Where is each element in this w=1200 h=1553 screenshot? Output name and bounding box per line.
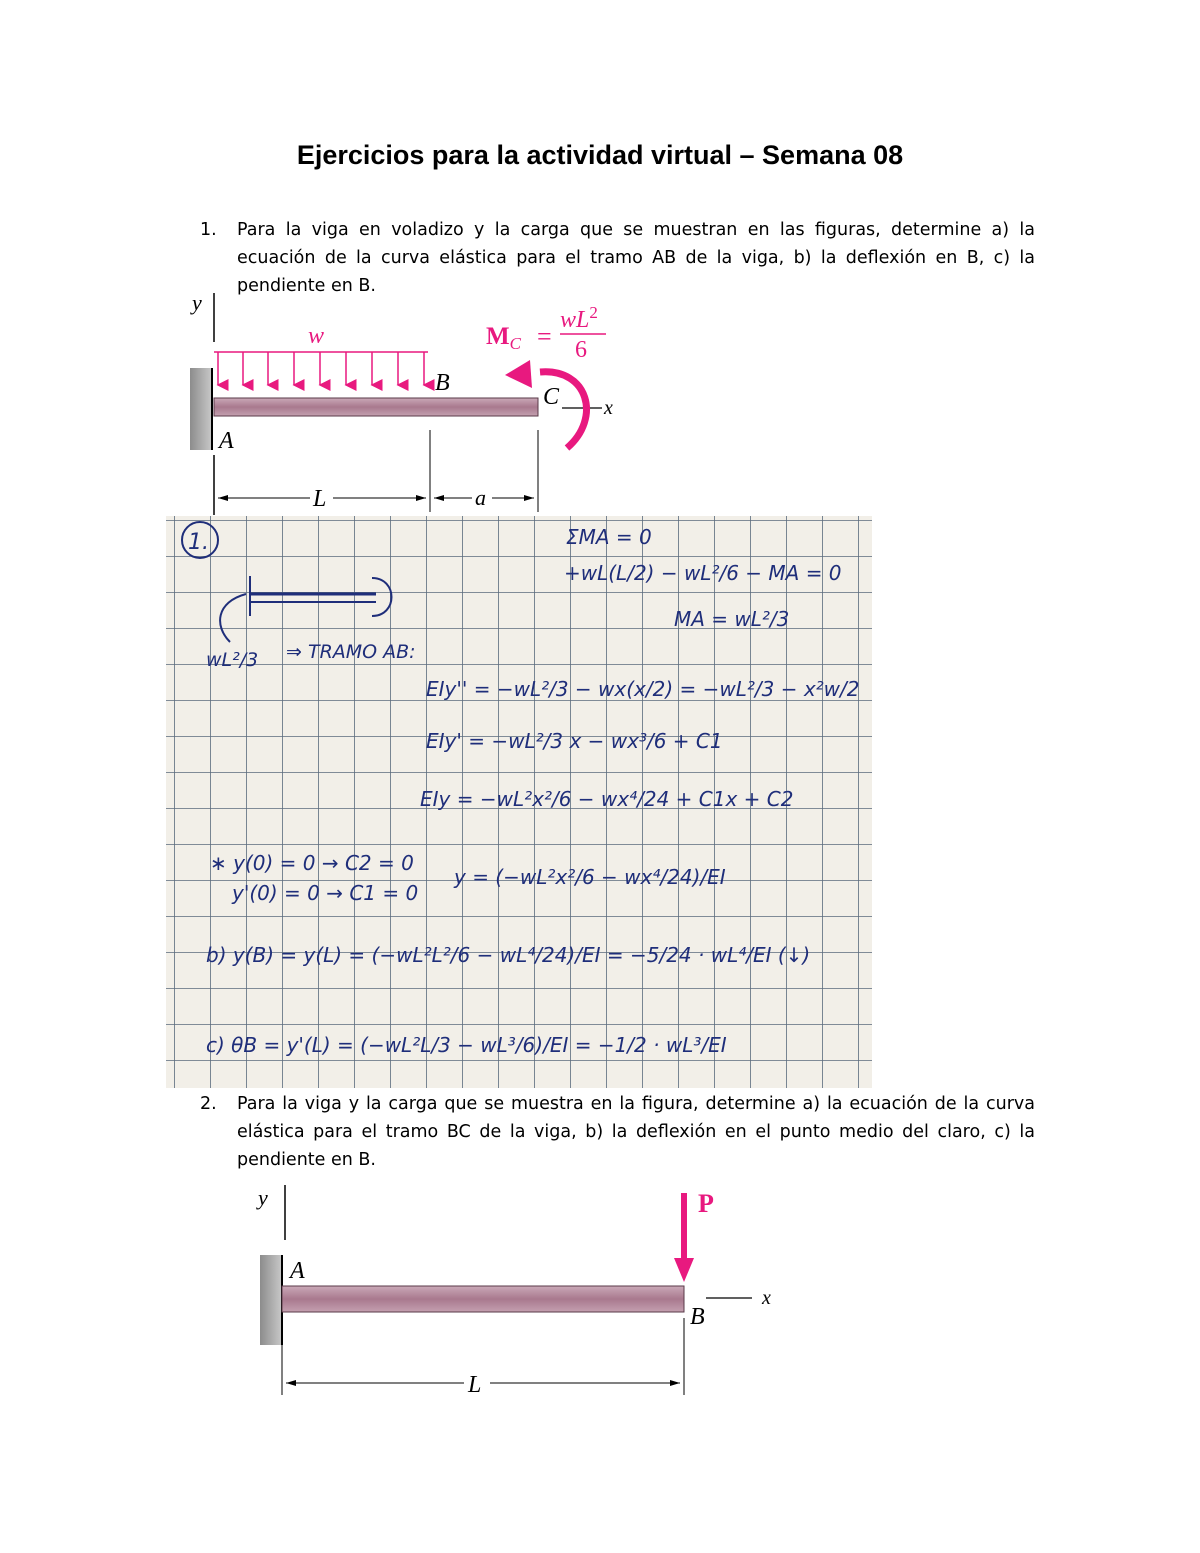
sol-eq1: +wL(L/2) − wL²/6 − MA = 0 xyxy=(564,561,842,585)
beam-2 xyxy=(282,1286,684,1312)
label-x-2: x xyxy=(762,1287,771,1309)
label-a: a xyxy=(475,485,486,510)
sol-ma: MA = wL²/3 xyxy=(674,607,790,631)
sol-bc2: y'(0) = 0 → C1 = 0 xyxy=(232,881,419,905)
label-P: P xyxy=(698,1189,714,1218)
sol-tramo: ⇒ TRAMO AB: xyxy=(286,641,416,663)
sol-slope: c) θB = y'(L) = (−wL²L/3 − wL³/6)/EI = −1/2 · wL³/EI xyxy=(206,1033,727,1057)
figure-2-cantilever xyxy=(0,1170,1200,1430)
label-x: x xyxy=(604,397,613,419)
label-w: w xyxy=(308,323,325,349)
label-A: A xyxy=(219,428,234,454)
sol-deflection: b) y(B) = y(L) = (−wL²L²/6 − wL⁴/24)/EI = −5/24 · wL⁴/EI (↓) xyxy=(206,943,811,967)
problem-2-text: Para la viga y la carga que se muestra en la figura, determine a) la ecuación de la curva elástica para el tramo BC de la viga, b) la deflexión en el punto medio del claro, c) la pendiente en B. xyxy=(237,1094,1035,1170)
label-C: C xyxy=(543,384,560,410)
moment-eq: = xyxy=(537,322,552,351)
figure-1-cantilever xyxy=(0,0,1200,520)
fixed-wall xyxy=(190,368,212,450)
fixed-wall-2 xyxy=(260,1255,282,1345)
label-L: L xyxy=(313,486,327,512)
label-B: B xyxy=(435,370,450,396)
sol-ysol: y = (−wL²x²/6 − wx⁴/24)/EI xyxy=(454,865,726,889)
sol-eiy2: EIy'' = −wL²/3 − wx(x/2) = −wL²/3 − x²w/2 xyxy=(426,677,860,701)
sol-eiy1: EIy' = −wL²/3 x − wx³/6 + C1 xyxy=(426,729,723,753)
solution-1-grid-paper xyxy=(166,516,872,1088)
label-A-2: A xyxy=(290,1258,305,1284)
page-title: Ejercicios para la actividad virtual – Semana 08 xyxy=(296,140,904,170)
label-L-2: L xyxy=(468,1372,482,1398)
beam-1 xyxy=(214,398,538,416)
problem-1-number: 1. xyxy=(200,220,217,240)
sol-fbd-label: wL²/3 xyxy=(206,649,259,671)
distributed-load xyxy=(214,352,428,385)
moment-num: $wL^2$ xyxy=(560,303,598,333)
moment-label: $M_C$ xyxy=(486,323,521,353)
label-y-2: y xyxy=(258,1185,268,1210)
label-B-2: B xyxy=(690,1304,705,1330)
sol-eiy0: EIy = −wL²x²/6 − wx⁴/24 + C1x + C2 xyxy=(420,787,794,811)
label-y: y xyxy=(192,290,202,315)
problem-1-text: Para la viga en voladizo y la carga que se muestran en las figuras, determine a) la ecuación de la curva elástica para el tramo AB de la viga, b) la deflexión en B, c) la pendiente en B. xyxy=(237,220,1035,296)
sol-sum-moments: ΣMA = 0 xyxy=(566,525,652,549)
problem-2-number: 2. xyxy=(200,1094,217,1114)
solution-number: 1. xyxy=(188,530,209,555)
sol-bc1: ∗ y(0) = 0 → C2 = 0 xyxy=(210,851,414,875)
moment-den: 6 xyxy=(575,337,587,363)
